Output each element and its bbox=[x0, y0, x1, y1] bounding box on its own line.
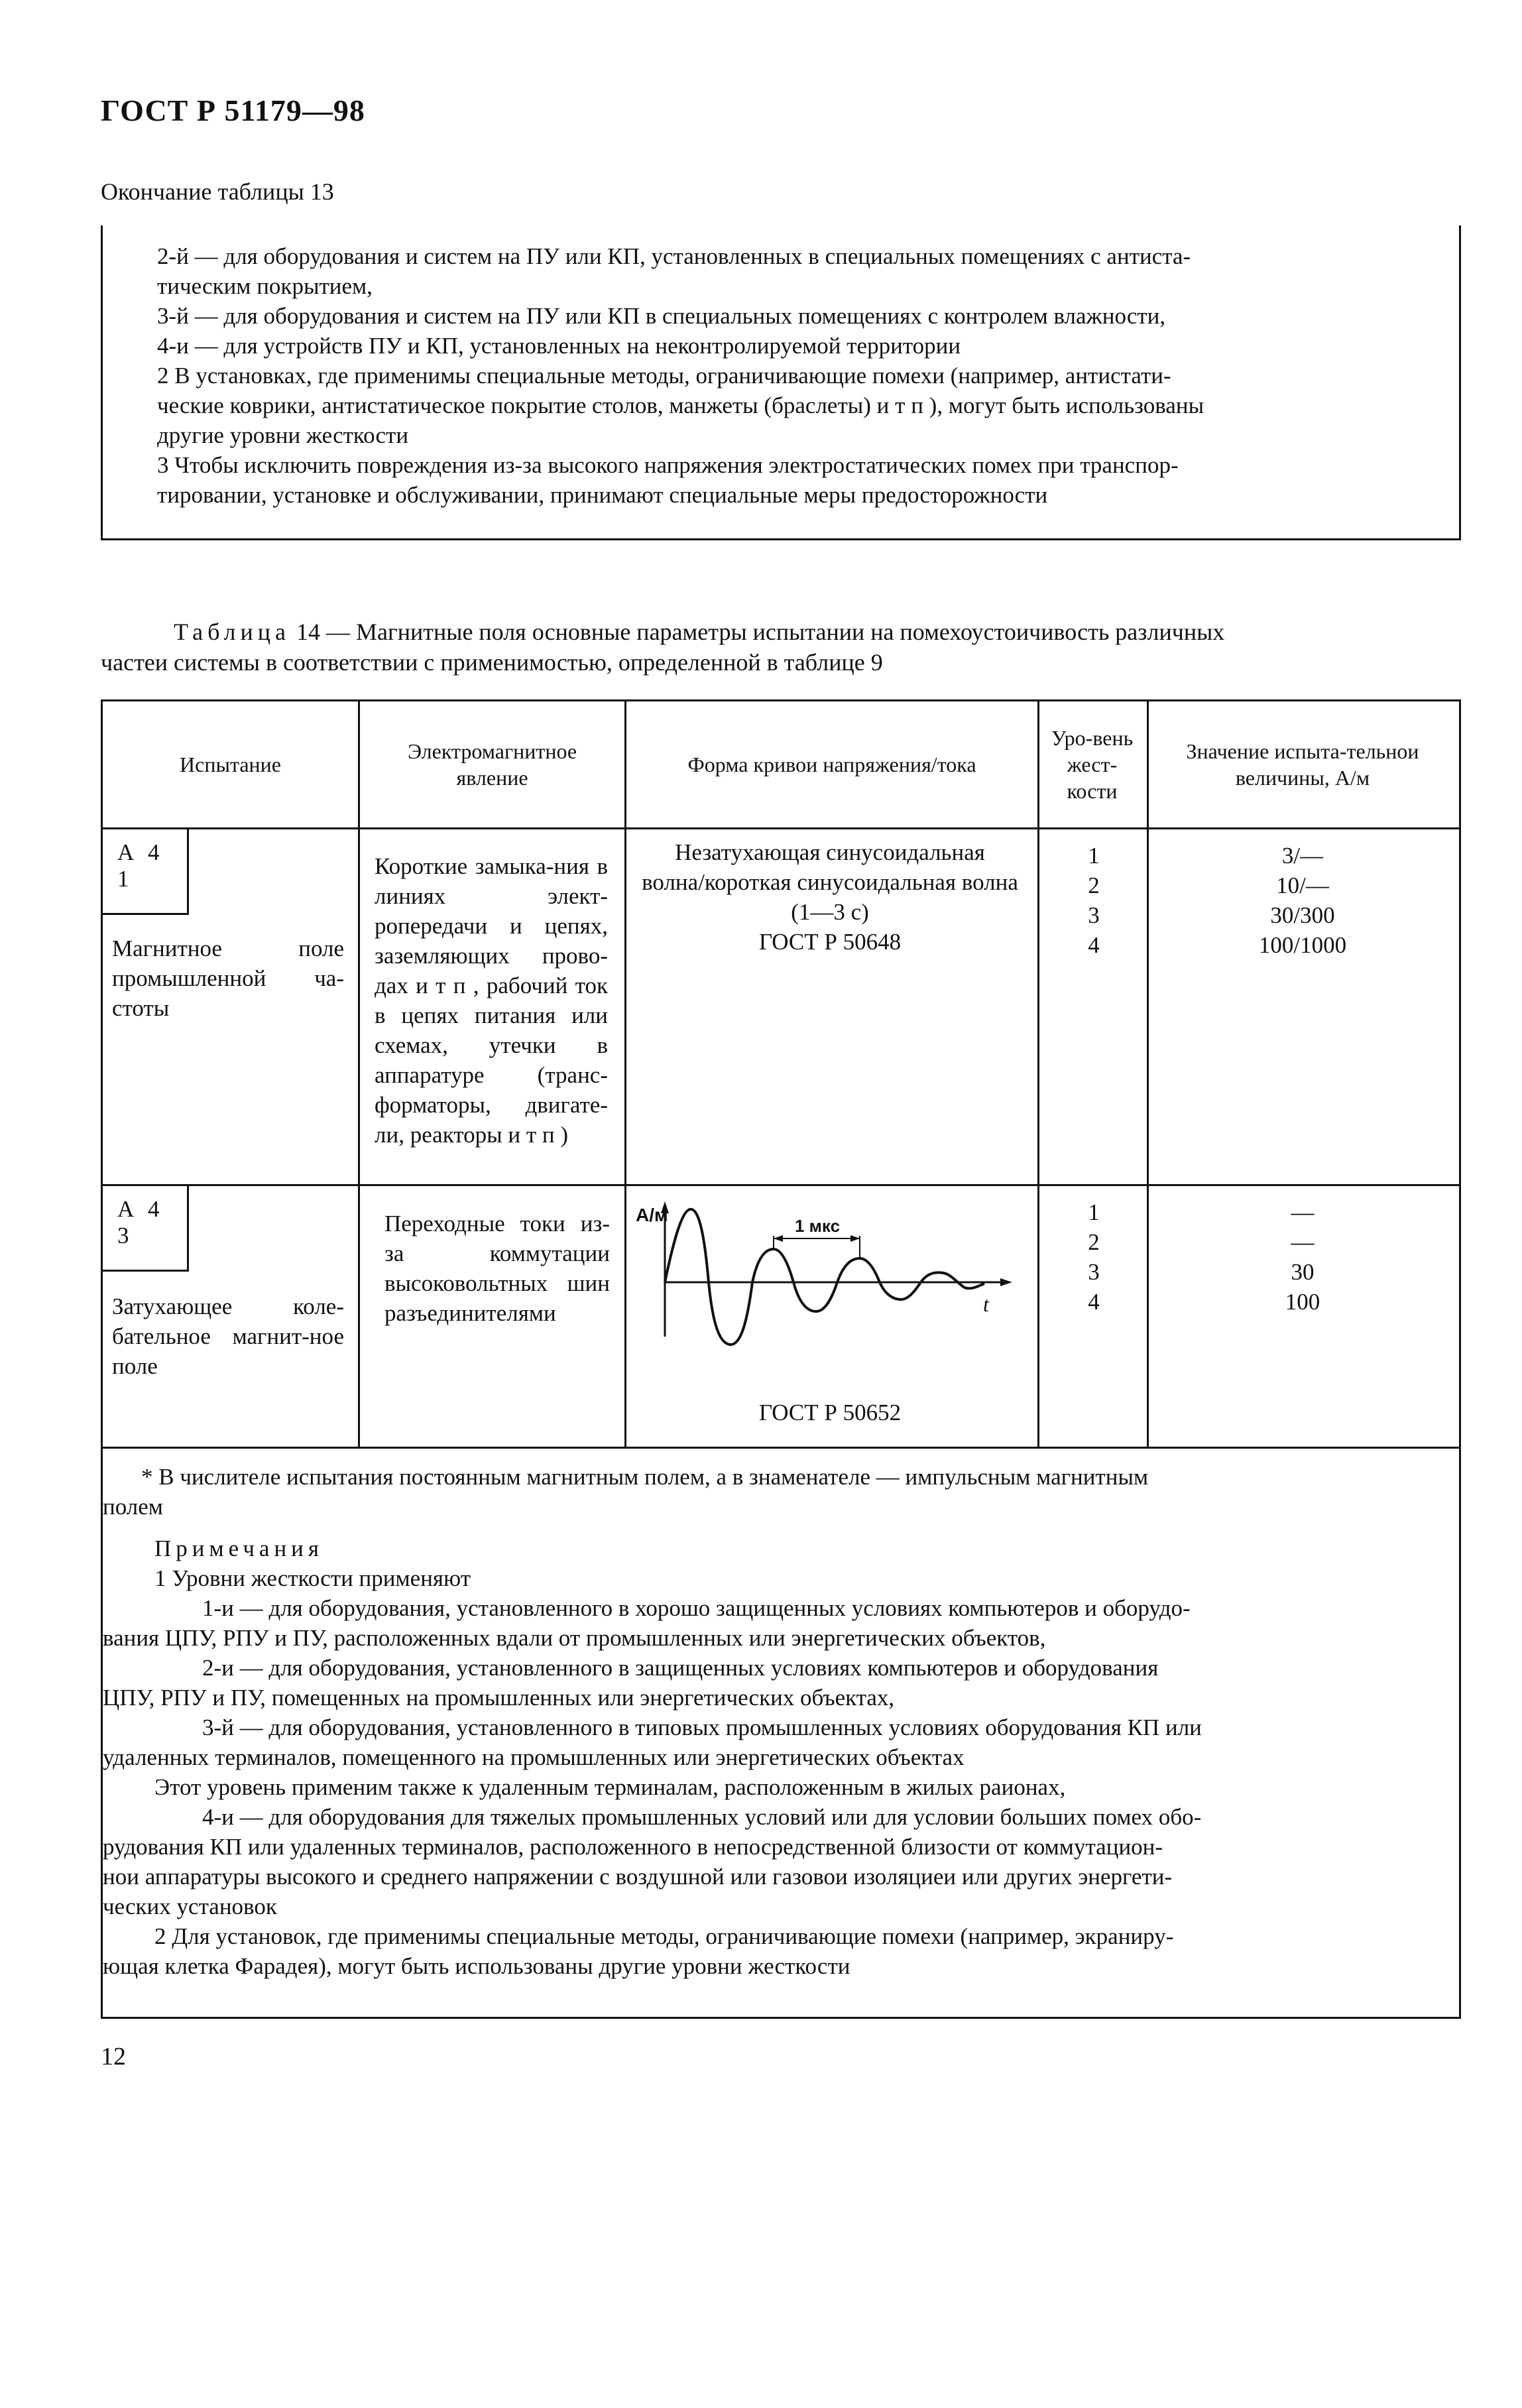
note-line: 2 Для установок, где применимы специальные методы, ограничивающие помехи (например, экраниру- bbox=[154, 1923, 1174, 1949]
note-line: 1 Уровни жесткости применяют bbox=[154, 1565, 471, 1591]
test-value: 30 bbox=[1291, 1259, 1315, 1285]
waveform-standard: ГОСТ Р 50648 bbox=[758, 929, 902, 955]
note-line: рудования КП или удаленных терминалов, расположенного в непосредственной близости от коммутацион- bbox=[103, 1834, 1163, 1860]
damped-oscillation-graph bbox=[633, 1197, 1031, 1390]
note-line: 4-и — для оборудования для тяжелых промышленных условий или для условии больших помех обо- bbox=[202, 1804, 1202, 1830]
test-value: 100 bbox=[1285, 1289, 1320, 1315]
waveform-text: Незатухающая синусоидальная волна/короткая синусоидальная волна (1—3 с) bbox=[642, 839, 1018, 925]
table14-notes-text bbox=[103, 1462, 1433, 1981]
level-list bbox=[1044, 1197, 1143, 1317]
header-level: Уро-вень жест-кости bbox=[1051, 726, 1134, 803]
header-phenomenon: Электромагнитное явление bbox=[407, 739, 577, 790]
test-name: Магнитное поле промышленной ча-стоты bbox=[112, 935, 344, 1021]
note-line: ческие коврики, антистатическое покрытие столов, манжеты (браслеты) и т п ), могут быть использованы bbox=[157, 392, 1204, 418]
note-line: Этот уровень применим также к удаленным терминалам, расположенным в жилых раионах, bbox=[154, 1774, 1066, 1800]
level-value: 4 bbox=[1088, 932, 1100, 958]
test-name: Затухающее коле-бательное магнит-ное поле bbox=[112, 1294, 344, 1379]
note-line: 3-й — для оборудования и систем на ПУ или КП в специальных помещениях с контролем влажности, bbox=[157, 303, 1166, 329]
notes-title: Примечания bbox=[154, 1535, 324, 1561]
level-value: 3 bbox=[1088, 902, 1100, 928]
table-continuation-label: Окончание таблицы 13 bbox=[101, 178, 334, 205]
caption-line2: частеи системы в соответствии с применимостью, определенной в таблице 9 bbox=[101, 649, 883, 676]
note-line: 1-и — для оборудования, установленного в хорошо защищенных условиях компьютеров и оборудо- bbox=[202, 1595, 1191, 1621]
note-line: другие уровни жесткости bbox=[157, 422, 409, 448]
note-line: вания ЦПУ, РПУ и ПУ, расположенных вдали от промышленных или энергетических объектов, bbox=[103, 1625, 1046, 1651]
phenomenon-text: Короткие замыка-ния в линиях элект-ропередачи и цепях, заземляющих прово-дах и т п , рабочий ток в цепях питания или схемах, утечки в аппаратуре (транс-форматоры, двигате-ли, реакторы и т п ) bbox=[375, 853, 608, 1148]
level-list bbox=[1044, 841, 1143, 960]
level-value: 2 bbox=[1088, 1229, 1100, 1255]
test-value: — bbox=[1291, 1229, 1315, 1255]
level-value: 3 bbox=[1088, 1259, 1100, 1285]
test-code-a41: А 4 1 bbox=[103, 827, 189, 915]
header-test: Испытание bbox=[180, 752, 281, 776]
test-value: — bbox=[1291, 1199, 1315, 1225]
table14-notes-box bbox=[101, 1449, 1461, 2019]
table14 bbox=[101, 699, 1461, 1449]
header-waveform: Форма кривои напряжения/тока bbox=[687, 752, 976, 776]
note-line: 2 В установках, где применимы специальные методы, ограничивающие помехи (например, антистати- bbox=[157, 363, 1171, 389]
level-value: 4 bbox=[1088, 1289, 1100, 1315]
note-line: 3-й — для оборудования, установленного в типовых промышленных условиях оборудования КП или bbox=[202, 1715, 1202, 1740]
test-value: 10/— bbox=[1276, 873, 1329, 898]
table13-notes-text bbox=[157, 241, 1433, 510]
footnote-line: полем bbox=[103, 1494, 163, 1520]
note-line: тировании, установке и обслуживании, принимают специальные меры предосторожности bbox=[157, 482, 1048, 508]
header-value: Значение испыта-тельнои величины, А/м bbox=[1186, 739, 1419, 790]
note-line: ческих установок bbox=[103, 1894, 277, 1919]
note-line: ющая клетка Фарадея), могут быть использованы другие уровни жесткости bbox=[103, 1953, 850, 1979]
level-value: 1 bbox=[1088, 843, 1100, 869]
test-value: 30/300 bbox=[1270, 902, 1335, 928]
value-list bbox=[1150, 1197, 1455, 1317]
phenomenon-text: Переходные токи из-за коммутации высоковольтных шин разъединителями bbox=[384, 1211, 610, 1326]
table14-caption bbox=[101, 617, 1461, 678]
waveform-standard: ГОСТ Р 50652 bbox=[758, 1400, 902, 1425]
graph-x-label: t bbox=[983, 1292, 989, 1316]
note-line: 2-и — для оборудования, установленного в защищенных условиях компьютеров и оборудования bbox=[202, 1655, 1159, 1681]
page-number: 12 bbox=[101, 2043, 126, 2071]
test-code-a43: А 4 3 bbox=[103, 1184, 189, 1272]
note-line: 3 Чтобы исключить повреждения из-за высокого напряжения электростатических помех при транспор- bbox=[157, 452, 1179, 478]
caption-line1: 14 — Магнитные поля основные параметры испытании на помехоустоичивость различных bbox=[290, 619, 1225, 645]
caption-word: Таблица bbox=[174, 619, 290, 645]
note-line: 2-й — для оборудования и систем на ПУ или КП, установленных в специальных помещениях с антиста- bbox=[157, 243, 1191, 269]
footnote-line: * В числителе испытания постоянным магнитным полем, а в знаменателе — импульсным магнитным bbox=[141, 1464, 1149, 1490]
period-label: 1 мкс bbox=[795, 1216, 841, 1236]
value-list bbox=[1150, 841, 1455, 960]
table13-notes-box bbox=[101, 225, 1461, 540]
test-value: 100/1000 bbox=[1258, 932, 1347, 958]
graph-x-arrow bbox=[1000, 1278, 1012, 1286]
note-line: удаленных терминалов, помещенного на промышленных или энергетических объектах bbox=[103, 1744, 965, 1770]
note-line: нои аппаратуры высокого и среднего напряжении с воздушной или газовои изоляциеи или других энергети- bbox=[103, 1864, 1173, 1890]
note-line: 4-и — для устройств ПУ и КП, установленных на неконтролируемой территории bbox=[157, 333, 961, 359]
document-header: ГОСТ Р 51179—98 bbox=[101, 93, 365, 127]
note-line: тическим покрытием, bbox=[157, 273, 373, 299]
level-value: 2 bbox=[1088, 873, 1100, 898]
graph-y-label: А/м bbox=[636, 1205, 668, 1225]
test-value: 3/— bbox=[1281, 843, 1324, 869]
level-value: 1 bbox=[1088, 1199, 1100, 1225]
note-line: ЦПУ, РПУ и ПУ, помещенных на промышленных или энергетических объектах, bbox=[103, 1685, 895, 1711]
